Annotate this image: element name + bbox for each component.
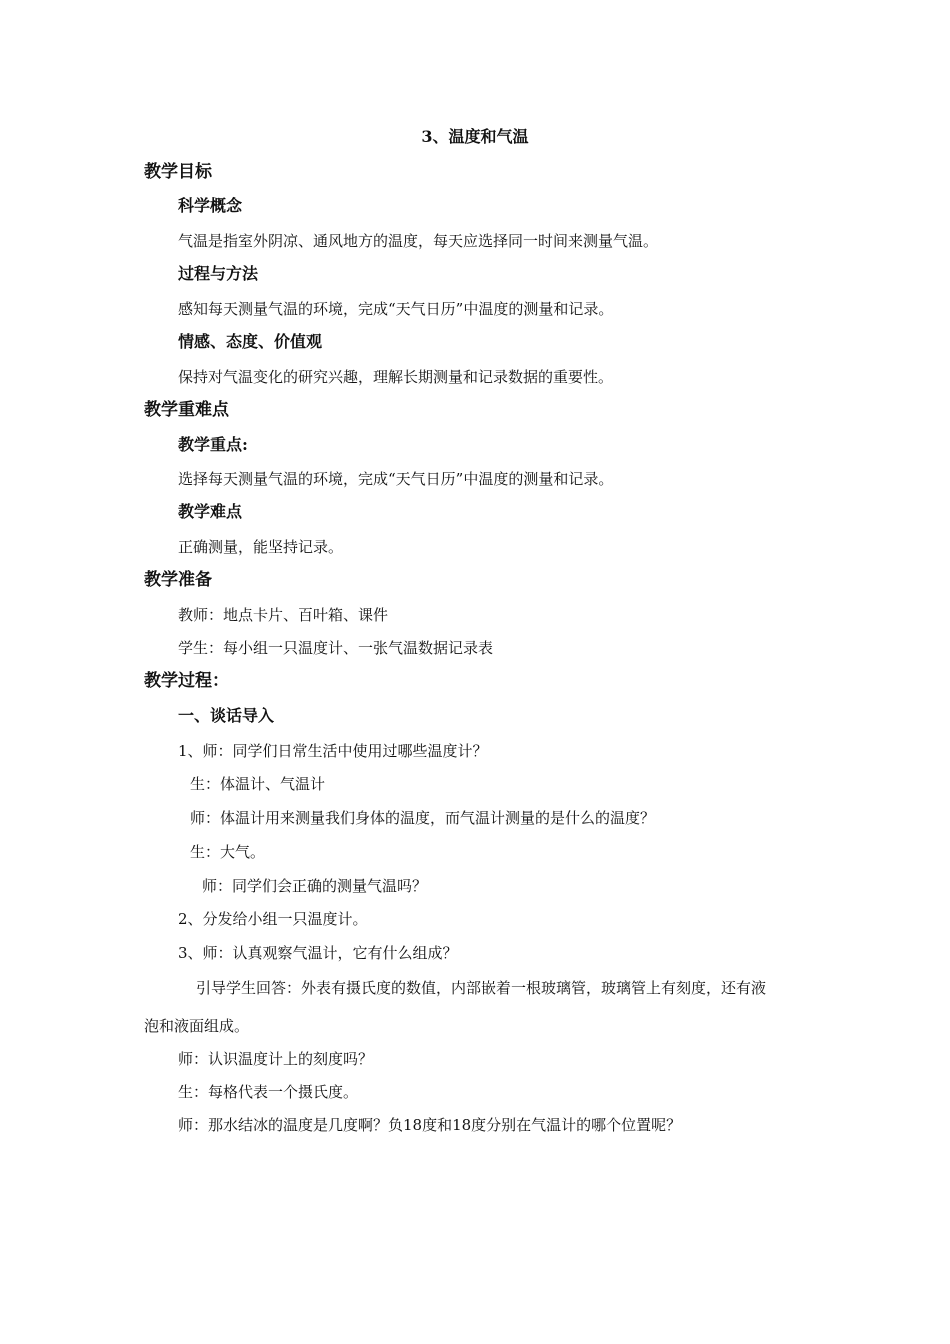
heading-prep: 教学准备 (144, 570, 212, 590)
process-line: 师：那水结冰的温度是几度啊？负18度和18度分别在气温计的哪个位置呢？ (178, 1116, 682, 1134)
process-line: 1、师：同学们日常生活中使用过哪些温度计？ (178, 742, 488, 760)
process-line: 师：体温计用来测量我们身体的温度，而气温计测量的是什么的温度？ (190, 809, 656, 827)
subheading-concept: 科学概念 (178, 196, 243, 215)
concept-text: 气温是指室外阴凉、通风地方的温度，每天应选择同一时间来测量气温。 (178, 232, 659, 250)
heading-process: 教学过程： (144, 671, 229, 691)
method-text: 感知每天测量气温的环境，完成“天气日历”中温度的测量和记录。 (178, 300, 614, 318)
process-line: 师：同学们会正确的测量气温吗？ (202, 877, 428, 895)
process-line: 生：大气。 (190, 843, 266, 861)
process-line: 引导学生回答：外表有摄氏度的数值，内部嵌着一根玻璃管，玻璃管上有刻度，还有液 (196, 979, 767, 997)
process-line: 3、师：认真观察气温计，它有什么组成？ (178, 944, 458, 962)
heading-objectives: 教学目标 (144, 162, 212, 182)
process-line: 生：每格代表一个摄氏度。 (178, 1083, 359, 1101)
subheading-focus: 教学重点: (178, 435, 248, 454)
page-title: 3、温度和气温 (421, 127, 529, 146)
difficulty-text: 正确测量，能坚持记录。 (178, 538, 344, 556)
process-line: 生：体温计、气温计 (190, 775, 326, 793)
process-line: 2、分发给小组一只温度计。 (178, 910, 368, 928)
heading-keypoints: 教学重难点 (144, 400, 229, 420)
focus-text: 选择每天测量气温的环境，完成“天气日历”中温度的测量和记录。 (178, 470, 614, 488)
process-line: 师：认识温度计上的刻度吗？ (178, 1050, 374, 1068)
subheading-attitude: 情感、态度、价值观 (178, 332, 323, 351)
subheading-difficulty: 教学难点 (178, 502, 243, 521)
attitude-text: 保持对气温变化的研究兴趣，理解长期测量和记录数据的重要性。 (178, 368, 614, 386)
process-line: 泡和液面组成。 (144, 1017, 250, 1035)
subheading-method: 过程与方法 (178, 264, 259, 283)
prep-teacher: 教师：地点卡片、百叶箱、课件 (178, 606, 389, 624)
prep-student: 学生：每小组一只温度计、一张气温数据记录表 (178, 639, 494, 657)
subheading-part1: 一、谈话导入 (178, 706, 275, 725)
